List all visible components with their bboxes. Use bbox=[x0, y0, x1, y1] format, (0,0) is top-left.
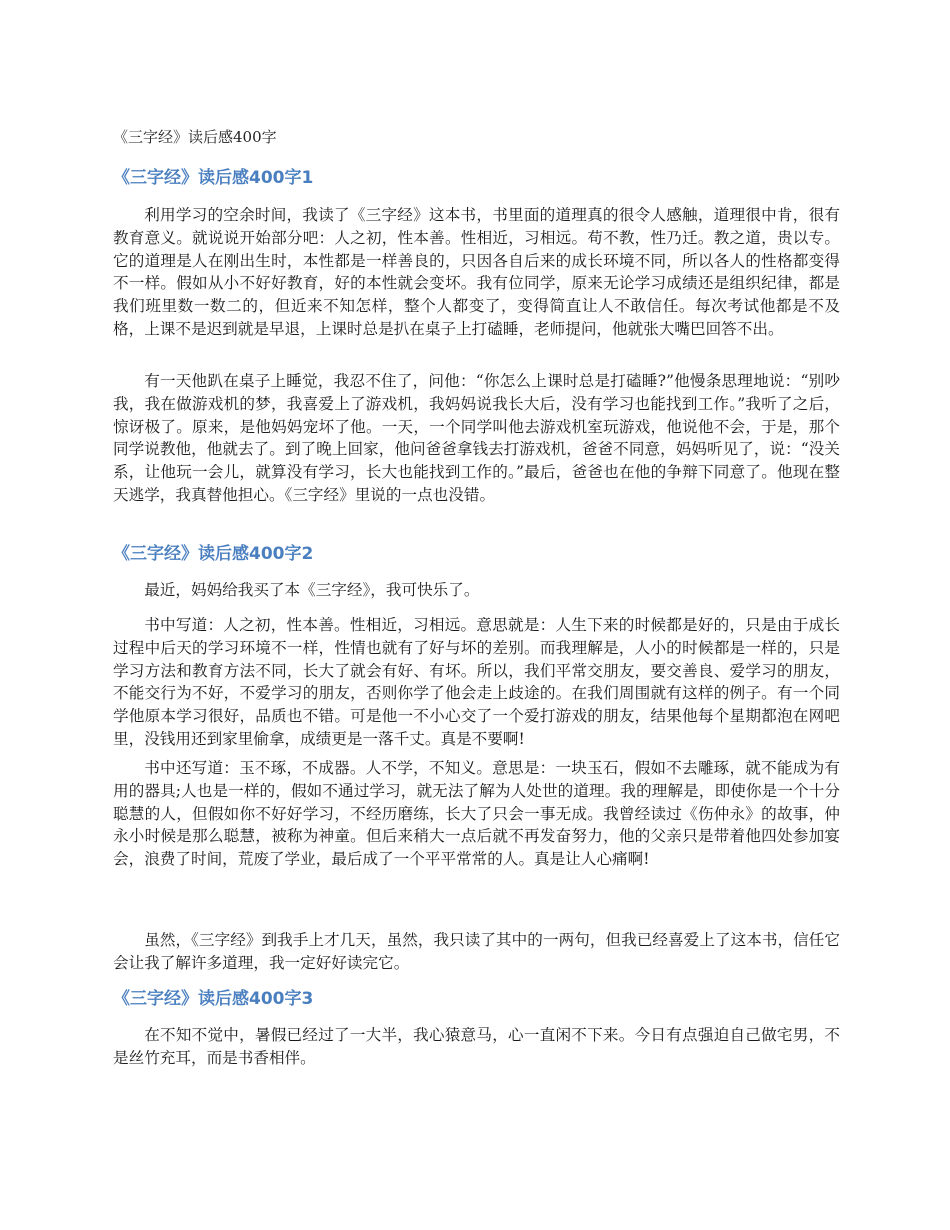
paragraph: 书中还写道：玉不琢，不成器。人不学，不知义。意思是：一块玉石，假如不去雕琢，就不能成为有用的器具;人也是一样的，假如不通过学习，就无法了解为人处世的道理。我的理解是，即使你是一个十分聪慧的人，但假如你不好好学习，不经历磨练，长大了只会一事无成。我曾经读过《伤仲永》的故事，仲永小时候是那么聪慧，被称为神童。但后来稍大一点后就不再发奋努力，他的父亲只是带着他四处参加宴会，浪费了时间，荒废了学业，最后成了一个平平常常的人。真是让人心痛啊! bbox=[113, 759, 840, 869]
paragraph: 虽然，《三字经》到我手上才几天，虽然，我只读了其中的一两句，但我已经喜爱上了这本书，信任它会让我了解许多道理，我一定好好读完它。 bbox=[113, 931, 840, 972]
document-title: 《三字经》读后感400字 bbox=[113, 128, 277, 146]
paragraph: 在不知不觉中，暑假已经过了一大半，我心猿意马，心一直闲不下来。今日有点强迫自己做宅男，不是丝竹充耳，而是书香相伴。 bbox=[113, 1026, 840, 1067]
paragraph: 有一天他趴在桌子上睡觉，我忍不住了，问他：“你怎么上课时总是打磕睡?”他慢条思理地说：“别吵我，我在做游戏机的梦，我喜爱上了游戏机，我妈妈说我长大后，没有学习也能找到工作。”我听了之后，惊讶极了。原来，是他妈妈宠坏了他。一天，一个同学叫他去游戏机室玩游戏，他说他不会，于是，那个同学说教他，他就去了。到了晚上回家，他问爸爸拿钱去打游戏机，爸爸不同意，妈妈听见了，说：“没关系，让他玩一会儿，就算没有学习，长大也能找到工作的。”最后，爸爸也在他的争辩下同意了。他现在整天逃学，我真替他担心。《三字经》里说的一点也没错。 bbox=[113, 372, 840, 504]
paragraph: 最近，妈妈给我买了本《三字经》，我可快乐了。 bbox=[144, 581, 480, 599]
section-heading-2: 《三字经》读后感400字2 bbox=[113, 544, 314, 564]
paragraph: 书中写道：人之初，性本善。性相近，习相远。意思就是：人生下来的时候都是好的，只是由于成长过程中后天的学习环境不一样，性情也就有了好与坏的差别。而我理解是，人小的时候都是一样的，只是学习方法和教育方法不同，长大了就会有好、有坏。所以，我们平常交朋友，要交善良、爱学习的朋友，不能交行为不好，不爱学习的朋友，否则你学了他会走上歧途的。在我们周围就有这样的例子。有一个同学他原本学习很好，品质也不错。可是他一不小心交了一个爱打游戏的朋友，结果他每个星期都泡在网吧里，没钱用还到家里偷拿，成绩更是一落千丈。真是不要啊! bbox=[113, 616, 840, 748]
section-heading-3: 《三字经》读后感400字3 bbox=[113, 989, 314, 1009]
section-heading-1: 《三字经》读后感400字1 bbox=[113, 168, 314, 188]
paragraph: 利用学习的空余时间，我读了《三字经》这本书，书里面的道理真的很令人感触，道理很中肯，很有教育意义。就说说开始部分吧：人之初，性本善。性相近，习相远。苟不教，性乃迁。教之道，贵以专。它的道理是人在刚出生时，本性都是一样善良的，只因各自后来的成长环境不同，所以各人的性格都变得不一样。假如从小不好好教育，好的本性就会变坏。我有位同学，原来无论学习成绩还是组织纪律，都是我们班里数一数二的，但近来不知怎样，整个人都变了，变得简直让人不敢信任。每次考试他都是不及格，上课不是迟到就是早退，上课时总是扒在桌子上打磕睡，老师提问，他就张大嘴巴回答不出。 bbox=[113, 206, 840, 338]
